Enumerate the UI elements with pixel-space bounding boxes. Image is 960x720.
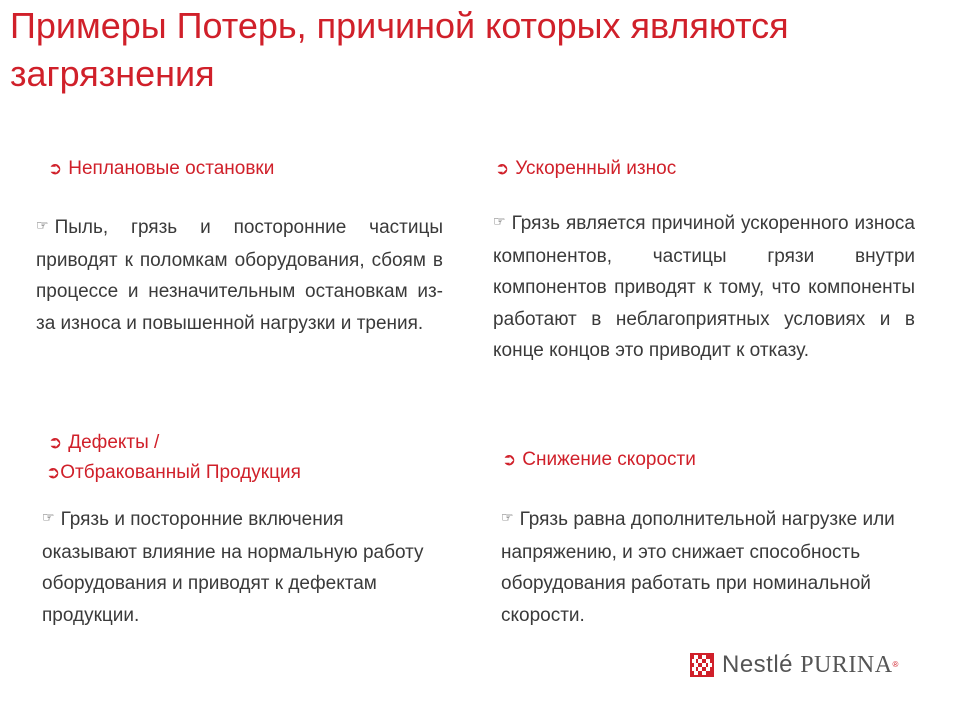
arrow-right-circle-icon: ➲: [495, 159, 510, 178]
logo-sub-brand: PURINA: [800, 652, 893, 678]
logo-trademark: ®: [892, 660, 899, 669]
pointing-hand-icon: ☞: [42, 509, 55, 525]
heading-label: Ускоренный износ: [515, 158, 677, 179]
body-accelerated-wear: [493, 208, 915, 367]
heading-label: Неплановые остановки: [68, 158, 275, 179]
body-label: Пыль, грязь и посторонние частицы приводят к поломкам оборудования, сбоям в процессе и незначительным остановкам из-за износа и повышенной нагрузки и трения.: [36, 217, 443, 334]
arrow-right-circle-icon: ➲: [46, 463, 61, 482]
heading-label: Отбракованный Продукция: [60, 462, 301, 483]
body-label: Грязь является причиной ускоренного износа компонентов, частицы грязи внутри компонентов приводят к тому, что компоненты работают в неблагоприятных условиях и в конце концов это приводит к отказу.: [493, 213, 915, 362]
pointing-hand-icon: ☞: [493, 213, 506, 229]
purina-checkerboard-icon: [690, 653, 714, 677]
body-unplanned-stops: [36, 212, 443, 339]
pointing-hand-icon: ☞: [36, 217, 49, 233]
arrow-right-circle-icon: ➲: [502, 450, 517, 469]
nestle-purina-logo: [690, 650, 899, 680]
body-label: Грязь равна дополнительной нагрузке или напряжению, и это снижает способность оборудования работать при номинальной скорости.: [501, 509, 895, 626]
body-label: Грязь и посторонние включения оказывают влияние на нормальную работу оборудования и приводят к дефектам продукции.: [42, 509, 424, 626]
logo-wordmark: [722, 650, 899, 680]
heading-speed-reduction: [502, 445, 696, 475]
logo-brand: Nestlé: [722, 651, 794, 678]
heading-label: Снижение скорости: [522, 449, 696, 470]
heading-label: Дефекты /: [68, 432, 160, 453]
heading-defects: [48, 428, 301, 488]
body-defects: [42, 504, 432, 631]
pointing-hand-icon: ☞: [501, 509, 514, 525]
heading-accelerated-wear: [495, 154, 676, 184]
arrow-right-circle-icon: ➲: [48, 433, 63, 452]
slide-title: Примеры Потерь, причиной которых являются загрязнения: [10, 5, 789, 94]
arrow-right-circle-icon: ➲: [48, 159, 63, 178]
body-speed-reduction: [501, 504, 901, 631]
heading-unplanned-stops: [48, 154, 274, 184]
